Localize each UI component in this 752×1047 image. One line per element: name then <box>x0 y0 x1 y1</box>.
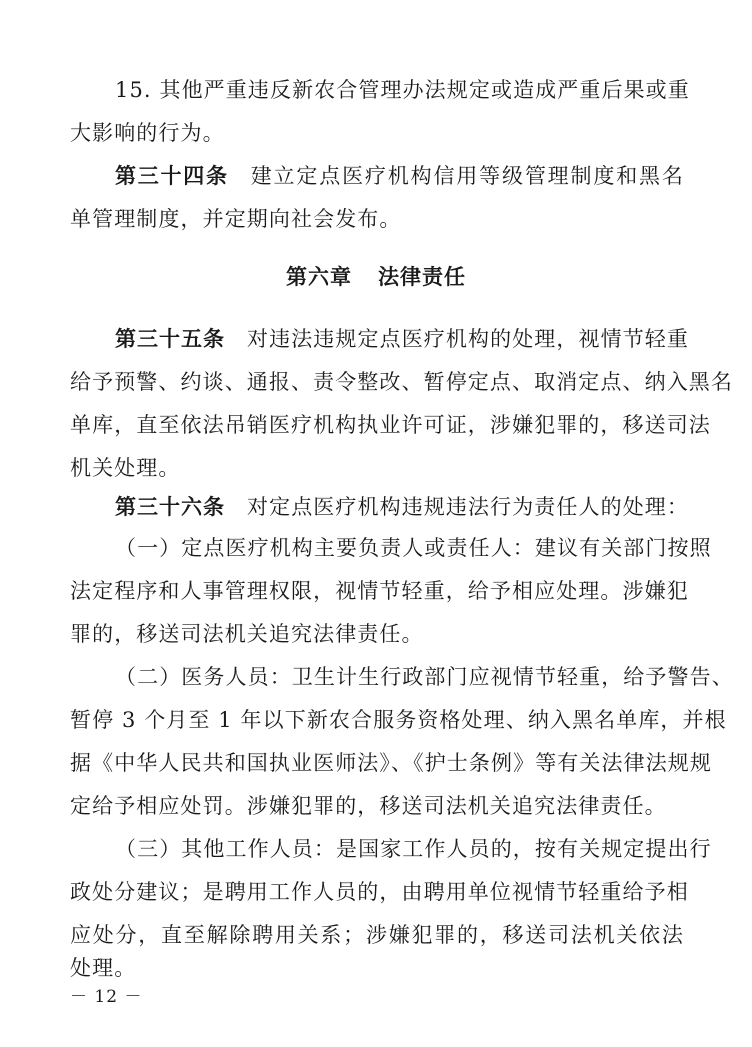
paragraph-line: 处理。 <box>70 956 137 980</box>
chapter-title: 法律责任 <box>378 265 466 289</box>
paragraph-line: 暂停 3 个月至 1 年以下新农合服务资格处理、纳入黑名单库，并根 <box>70 708 727 732</box>
paragraph-line: 大影响的行为。 <box>70 121 225 145</box>
article-heading: 第三十四条 <box>115 164 229 188</box>
paragraph-line: 给予预警、约谈、通报、责令整改、暂停定点、取消定点、纳入黑名 <box>70 370 733 394</box>
paragraph-line: （一）定点医疗机构主要负责人或责任人：建议有关部门按照 <box>115 536 712 560</box>
paragraph-text: 建立定点医疗机构信用等级管理制度和黑名 <box>250 164 684 188</box>
chapter-heading <box>0 262 752 292</box>
paragraph-line: 应处分，直至解除聘用关系；涉嫌犯罪的，移送司法机关依法 <box>70 923 684 947</box>
paragraph-text: 对违法违规定点医疗机构的处理，视情节轻重 <box>247 327 689 351</box>
paragraph-line: 单库，直至依法吊销医疗机构执业许可证，涉嫌犯罪的，移送司法 <box>70 413 711 437</box>
article-heading: 第三十五条 <box>115 327 225 351</box>
paragraph-line: 15. 其他严重违反新农合管理办法规定或造成严重后果或重 <box>115 78 690 102</box>
article-34-line <box>115 161 684 191</box>
chapter-number: 第六章 <box>286 265 352 289</box>
paragraph-line: 罪的，移送司法机关追究法律责任。 <box>70 622 424 646</box>
article-36-line <box>115 492 689 522</box>
paragraph-text: 对定点医疗机构违规违法行为责任人的处理： <box>247 495 689 519</box>
paragraph-line: 定给予相应处罚。涉嫌犯罪的，移送司法机关追究法律责任。 <box>70 794 667 818</box>
paragraph-line: 单管理制度，并定期向社会发布。 <box>70 207 402 231</box>
paragraph-line: 机关处理。 <box>70 456 181 480</box>
paragraph-line: （二）医务人员：卫生计生行政部门应视情节轻重，给予警告、 <box>115 665 734 689</box>
article-heading: 第三十六条 <box>115 495 225 519</box>
paragraph-line: 法定程序和人事管理权限，视情节轻重，给予相应处理。涉嫌犯 <box>70 579 689 603</box>
article-35-line <box>115 324 689 354</box>
paragraph-line: 据《中华人民共和国执业医师法》、《护士条例》等有关法律法规规 <box>70 751 712 775</box>
page-number: － 12 － <box>70 987 143 1007</box>
paragraph-line: 政处分建议；是聘用工作人员的，由聘用单位视情节轻重给予相 <box>70 880 689 904</box>
paragraph-line: （三）其他工作人员：是国家工作人员的，按有关规定提出行 <box>115 837 712 861</box>
